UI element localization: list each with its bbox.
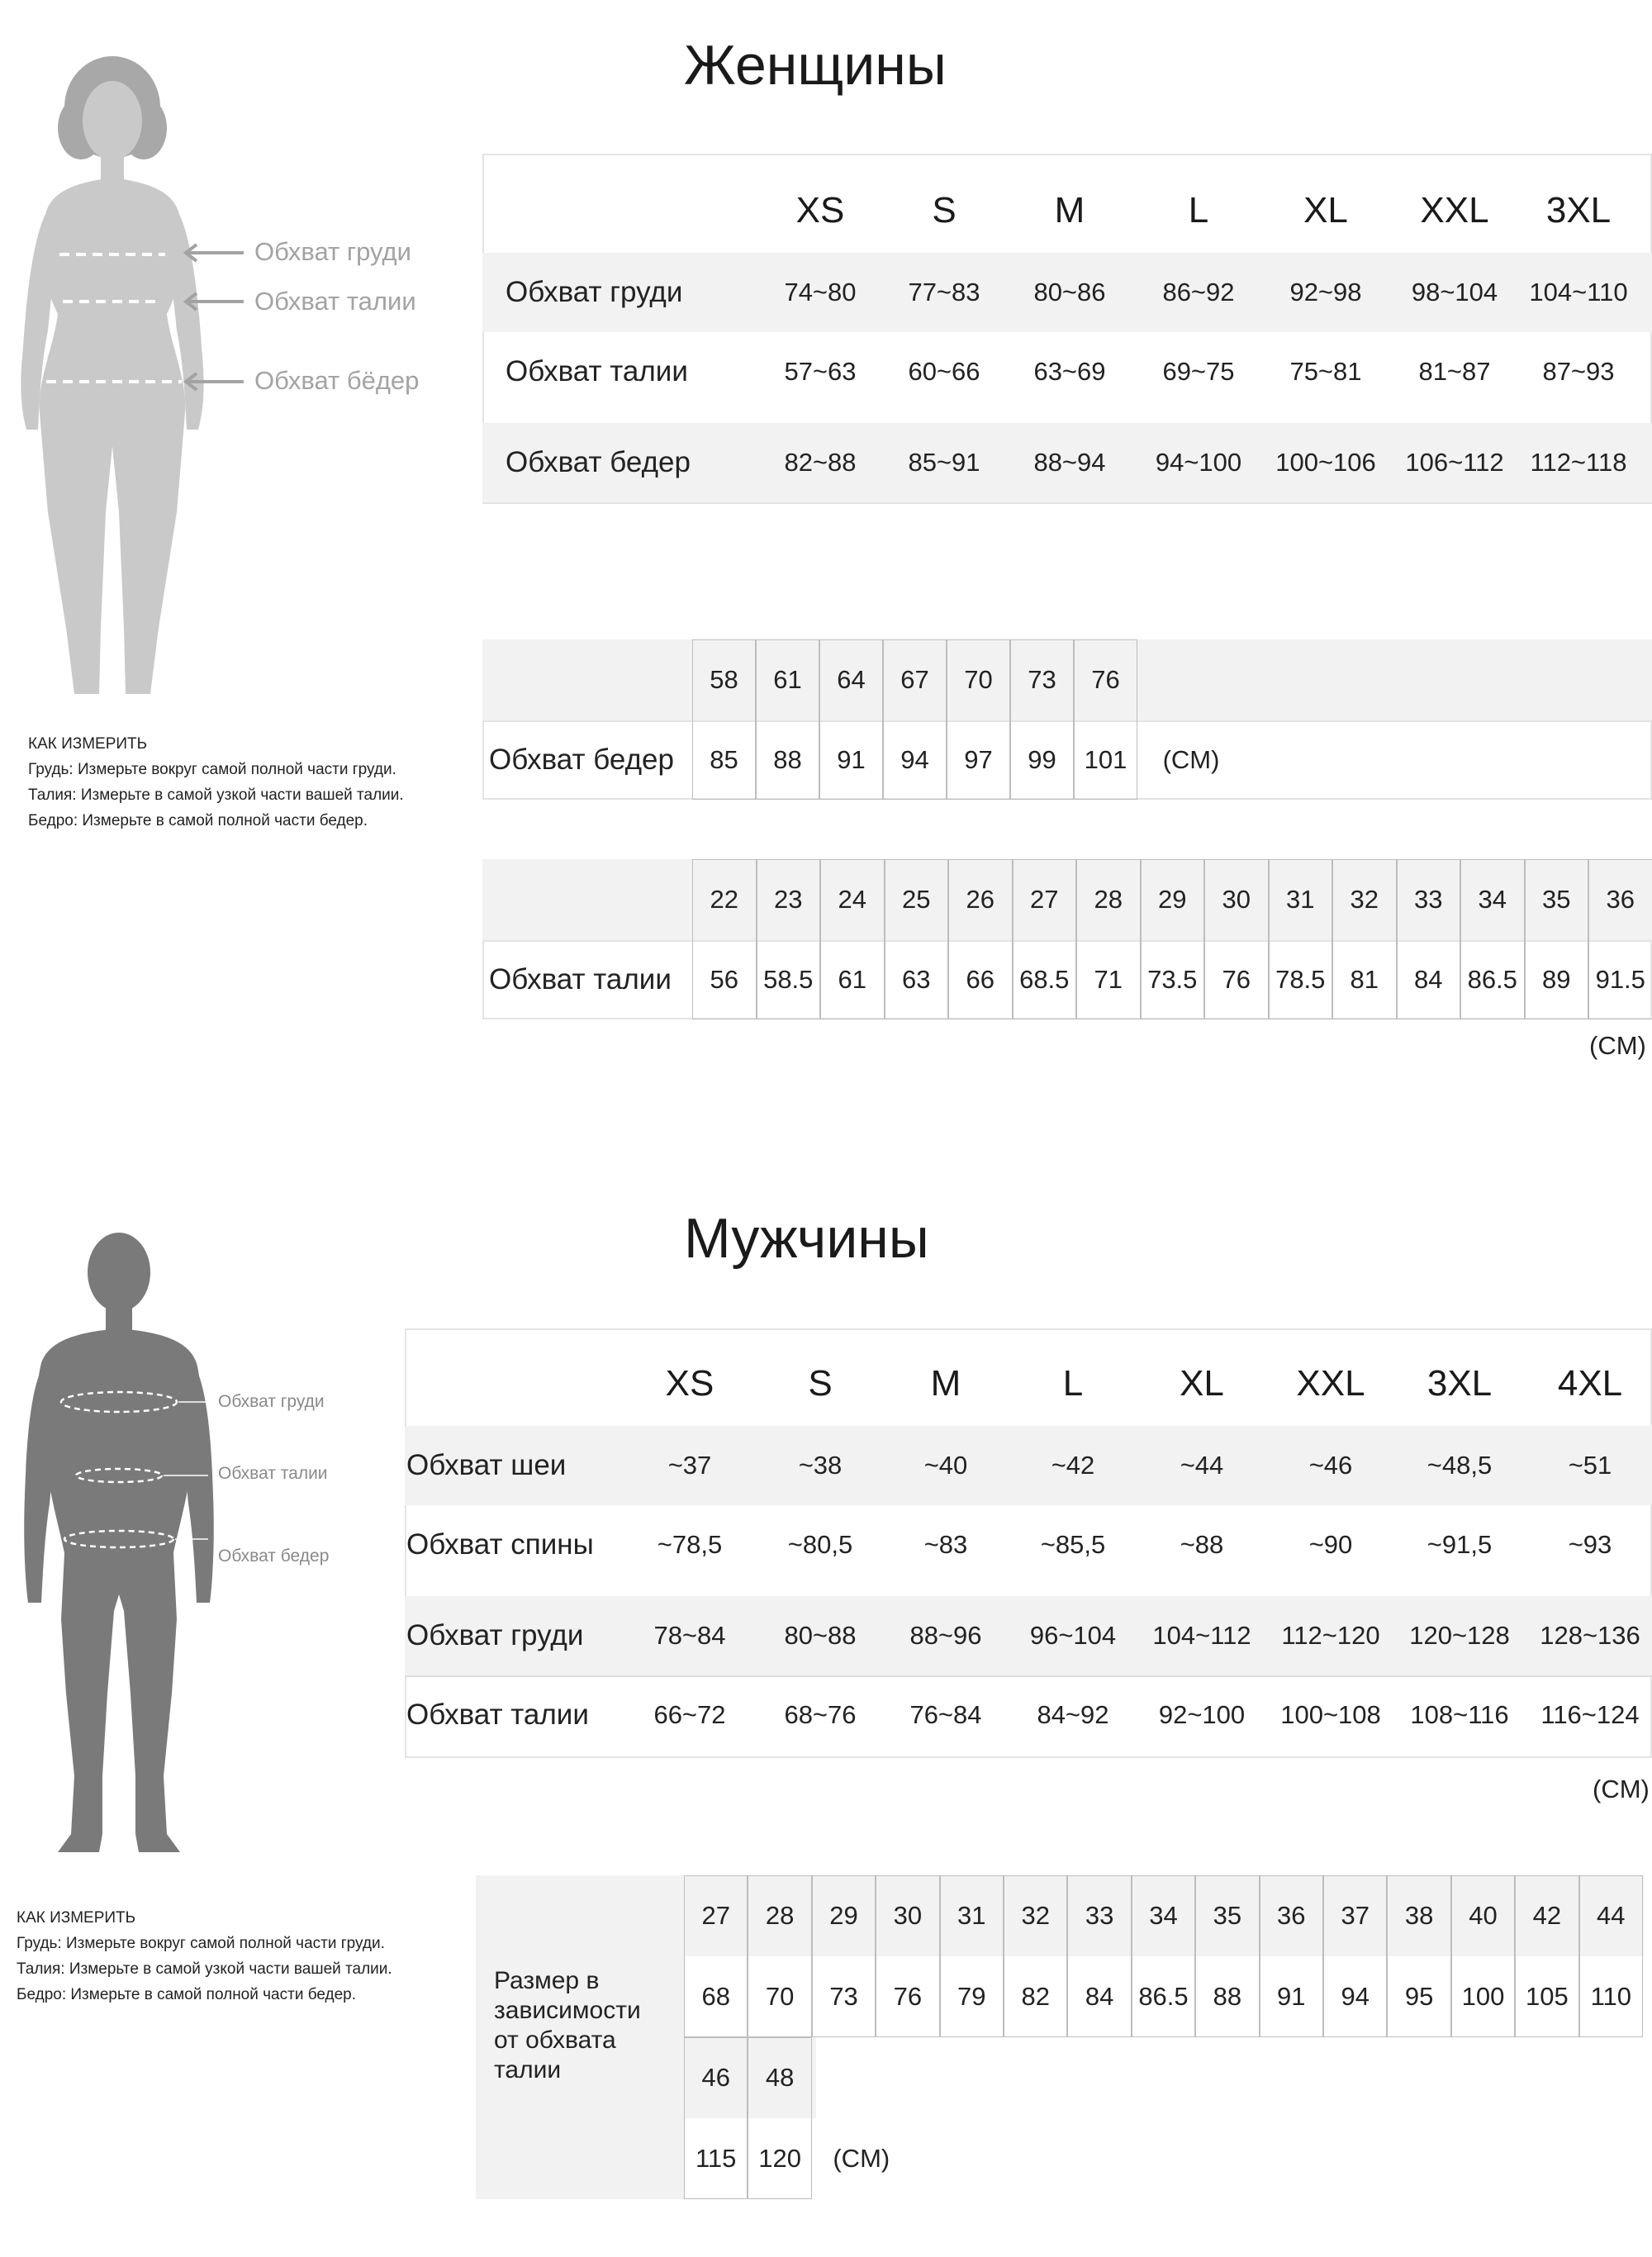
size-cell: 34 <box>1478 885 1507 914</box>
size-header-m: M <box>930 1363 961 1404</box>
size-cell: 46 <box>701 2063 730 2092</box>
table-cell: ~40 <box>923 1451 968 1480</box>
size-cell: 67 <box>900 665 929 694</box>
table-cell: 100 <box>1461 1982 1505 2011</box>
table-cell: 115 <box>695 2144 737 2173</box>
row-label: Обхват груди <box>406 1619 584 1651</box>
table-cell: 81~87 <box>1418 357 1491 386</box>
table-cell: ~90 <box>1308 1530 1353 1559</box>
table-cell: 74~80 <box>784 278 857 306</box>
table-cell: 66 <box>966 965 995 994</box>
table-cell: 70 <box>765 1982 795 2011</box>
howto-line: Грудь: Измерьте вокруг самой полной части груди. <box>17 1935 385 1952</box>
table-cell: 82 <box>1021 1982 1050 2011</box>
table-cell: 101 <box>1084 745 1127 774</box>
table-cell: ~85,5 <box>1040 1530 1106 1559</box>
size-cell: 61 <box>773 665 802 694</box>
figure-label-hips: Обхват бёдер <box>254 366 420 395</box>
size-cell: 22 <box>710 885 738 914</box>
size-cell: 36 <box>1277 1901 1306 1930</box>
size-cell: 29 <box>829 1901 858 1930</box>
size-cell: 34 <box>1149 1901 1178 1930</box>
size-cell: 23 <box>774 885 803 914</box>
size-cell: 27 <box>1030 885 1059 914</box>
table-cell: 80~86 <box>1033 278 1106 306</box>
size-header-4xl: 4XL <box>1557 1363 1623 1404</box>
table-cell: 120~128 <box>1409 1621 1510 1650</box>
size-header-xl: XL <box>1303 190 1348 230</box>
figure-label-hips: Обхват бедер <box>218 1547 330 1566</box>
table-cell: 68 <box>701 1982 730 2011</box>
table-cell: 69~75 <box>1162 357 1235 386</box>
table-cell: 98~104 <box>1411 278 1498 306</box>
table-cell: 79 <box>957 1982 986 2011</box>
table-cell: ~78,5 <box>657 1530 723 1559</box>
size-cell: 31 <box>1286 885 1315 914</box>
table-cell: 104~112 <box>1152 1621 1251 1650</box>
size-cell: 37 <box>1341 1901 1370 1930</box>
men-howto <box>17 1905 392 2008</box>
table-cell: 96~104 <box>1029 1621 1117 1650</box>
men-title: Мужчины <box>684 1207 929 1270</box>
table-cell: 91.5 <box>1595 965 1645 994</box>
table-cell: ~37 <box>667 1451 712 1480</box>
table-cell: 85~91 <box>908 448 980 477</box>
table-cell: 112~120 <box>1281 1621 1380 1650</box>
howto-line: Бедро: Измерьте в самой полной части бедер. <box>28 812 368 829</box>
size-cell: 70 <box>964 665 993 694</box>
size-cell: 48 <box>765 2063 795 2092</box>
table-cell: 91 <box>1277 1982 1306 2011</box>
table-cell: 71 <box>1094 965 1123 994</box>
table-cell: 73 <box>829 1982 858 2011</box>
table-cell: 116~124 <box>1540 1700 1640 1729</box>
table-cell: 57~63 <box>784 357 857 386</box>
size-cell: 30 <box>893 1901 923 1930</box>
size-header-s: S <box>932 190 957 230</box>
table-cell: ~38 <box>798 1451 843 1480</box>
size-cell: 73 <box>1028 665 1056 694</box>
size-cell: 44 <box>1597 1901 1626 1930</box>
women-unit-label: (CM) <box>1589 1031 1646 1060</box>
table-cell: 97 <box>964 745 993 774</box>
table-cell: 105 <box>1526 1982 1569 2011</box>
size-cell: 33 <box>1414 885 1443 914</box>
table-cell: 100~106 <box>1275 448 1376 477</box>
row-label: Обхват талии <box>489 963 672 995</box>
unit-label: (CM) <box>833 2144 890 2173</box>
size-cell: 28 <box>1094 885 1123 914</box>
table-cell: ~44 <box>1180 1451 1224 1480</box>
size-header-3xl: 3XL <box>1545 190 1612 230</box>
size-header-xl: XL <box>1180 1363 1224 1404</box>
table-cell: 76~84 <box>909 1700 982 1729</box>
table-cell: ~93 <box>1568 1530 1612 1559</box>
table-cell: 68.5 <box>1019 965 1070 994</box>
table-cell: 108~116 <box>1410 1700 1509 1729</box>
table-cell: 63~69 <box>1033 357 1106 386</box>
figure-label-chest: Обхват груди <box>218 1392 325 1411</box>
size-cell: 35 <box>1213 1901 1242 1930</box>
men-waist-table-label: Размер в зависимости от обхвата талии <box>494 1967 641 2084</box>
table-cell: 85 <box>710 745 738 774</box>
howto-line: Талия: Измерьте в самой узкой части вашей талии. <box>17 1960 392 1978</box>
table-cell: 94 <box>900 745 929 774</box>
howto-line: Бедро: Измерьте в самой полной части бедер. <box>17 1986 357 2003</box>
table-cell: 88~96 <box>909 1621 982 1650</box>
size-header-xs: XS <box>795 190 845 230</box>
figure-label-waist: Обхват талии <box>218 1464 328 1483</box>
table-cell: 76 <box>1222 965 1251 994</box>
table-cell: 78~84 <box>653 1621 726 1650</box>
size-cell: 26 <box>966 885 995 914</box>
table-cell: 88 <box>773 745 802 774</box>
table-cell: 63 <box>902 965 931 994</box>
table-cell: 95 <box>1404 1982 1434 2011</box>
size-cell: 27 <box>701 1901 730 1930</box>
size-cell: 42 <box>1532 1901 1562 1930</box>
table-cell: 87~93 <box>1542 357 1615 386</box>
table-cell: 91 <box>837 745 866 774</box>
table-cell: ~83 <box>923 1530 968 1559</box>
size-header-xxl: XXL <box>1420 190 1489 230</box>
table-cell: 81 <box>1350 965 1379 994</box>
table-cell: 73.5 <box>1147 965 1198 994</box>
men-unit-label: (CM) <box>1593 1775 1650 1803</box>
howto-title: КАК ИЗМЕРИТЬ <box>17 1909 136 1927</box>
table-cell: ~91,5 <box>1427 1530 1493 1559</box>
table-cell: 88 <box>1213 1982 1242 2011</box>
size-cell: 32 <box>1021 1901 1050 1930</box>
table-cell: 86.5 <box>1467 965 1517 994</box>
table-cell: 88~94 <box>1033 448 1106 477</box>
size-header-xxl: XXL <box>1296 1363 1365 1404</box>
table-cell: 75~81 <box>1289 357 1362 386</box>
howto-title: КАК ИЗМЕРИТЬ <box>28 735 148 753</box>
size-cell: 24 <box>838 885 866 914</box>
size-header-3xl: 3XL <box>1427 1363 1493 1404</box>
size-cell: 32 <box>1350 885 1379 914</box>
table-cell: 78.5 <box>1275 965 1326 994</box>
women-title: Женщины <box>684 34 947 97</box>
table-cell: ~42 <box>1051 1451 1095 1480</box>
size-header-s: S <box>808 1363 833 1404</box>
table-cell: ~48,5 <box>1427 1451 1493 1480</box>
size-cell: 38 <box>1404 1901 1434 1930</box>
table-cell: 84 <box>1085 1982 1114 2011</box>
table-cell: 94 <box>1341 1982 1370 2011</box>
row-label: Обхват талии <box>506 355 688 387</box>
table-cell: 66~72 <box>653 1700 726 1729</box>
row-label: Обхват талии <box>406 1699 589 1731</box>
table-cell: 128~136 <box>1540 1621 1640 1650</box>
howto-line: Грудь: Измерьте вокруг самой полной части груди. <box>28 761 396 778</box>
size-header-l: L <box>1062 1363 1084 1404</box>
size-cell: 33 <box>1085 1901 1114 1930</box>
row-label: Обхват шеи <box>406 1449 567 1481</box>
table-cell: 86~92 <box>1162 278 1235 306</box>
table-cell: 92~98 <box>1289 278 1362 306</box>
size-cell: 40 <box>1469 1901 1498 1930</box>
table-cell: 106~112 <box>1405 448 1504 477</box>
table-cell: 56 <box>710 965 738 994</box>
size-header-xs: XS <box>665 1363 714 1404</box>
table-cell: 80~88 <box>784 1621 857 1650</box>
row-label: Обхват бедер <box>489 744 674 776</box>
women-howto <box>28 731 404 834</box>
size-header-l: L <box>1188 190 1209 230</box>
size-cell: 31 <box>957 1901 986 1930</box>
size-cell: 35 <box>1542 885 1571 914</box>
table-cell: 84 <box>1414 965 1443 994</box>
table-cell: 68~76 <box>784 1700 857 1729</box>
size-cell: 29 <box>1158 885 1187 914</box>
table-cell: ~88 <box>1180 1530 1224 1559</box>
table-cell: ~51 <box>1568 1451 1612 1480</box>
unit-label: (CM) <box>1162 745 1220 774</box>
table-cell: 94~100 <box>1155 448 1242 477</box>
table-cell: ~46 <box>1308 1451 1353 1480</box>
size-cell: 64 <box>837 665 866 694</box>
row-label: Обхват груди <box>506 276 683 308</box>
size-cell: 58 <box>710 665 738 694</box>
size-cell: 36 <box>1606 885 1635 914</box>
figure-label-waist: Обхват талии <box>254 287 416 316</box>
table-cell: 60~66 <box>908 357 980 386</box>
size-cell: 25 <box>902 885 931 914</box>
table-cell: 77~83 <box>908 278 980 306</box>
size-cell: 76 <box>1091 665 1120 694</box>
howto-line: Талия: Измерьте в самой узкой части вашей талии. <box>28 786 404 804</box>
table-cell: 86.5 <box>1138 1982 1189 2011</box>
table-cell: 58.5 <box>763 965 814 994</box>
table-cell: 99 <box>1028 745 1056 774</box>
table-cell: 120 <box>758 2144 801 2173</box>
table-cell: 89 <box>1542 965 1571 994</box>
table-cell: 82~88 <box>784 448 857 477</box>
table-cell: 112~118 <box>1530 448 1627 477</box>
table-cell: 76 <box>893 1982 923 2011</box>
figure-label-chest: Обхват груди <box>254 237 411 266</box>
table-cell: 104~110 <box>1529 278 1628 306</box>
table-cell: 100~108 <box>1280 1700 1381 1729</box>
row-label: Обхват бедер <box>506 446 691 478</box>
table-cell: 84~92 <box>1037 1700 1109 1729</box>
size-cell: 30 <box>1222 885 1251 914</box>
table-cell: ~80,5 <box>787 1530 853 1559</box>
table-cell: 61 <box>838 965 866 994</box>
row-label: Обхват спины <box>406 1528 594 1561</box>
size-cell: 28 <box>765 1901 795 1930</box>
table-cell: 92~100 <box>1158 1700 1246 1729</box>
table-cell: 110 <box>1590 1982 1631 2011</box>
size-header-m: M <box>1054 190 1085 230</box>
